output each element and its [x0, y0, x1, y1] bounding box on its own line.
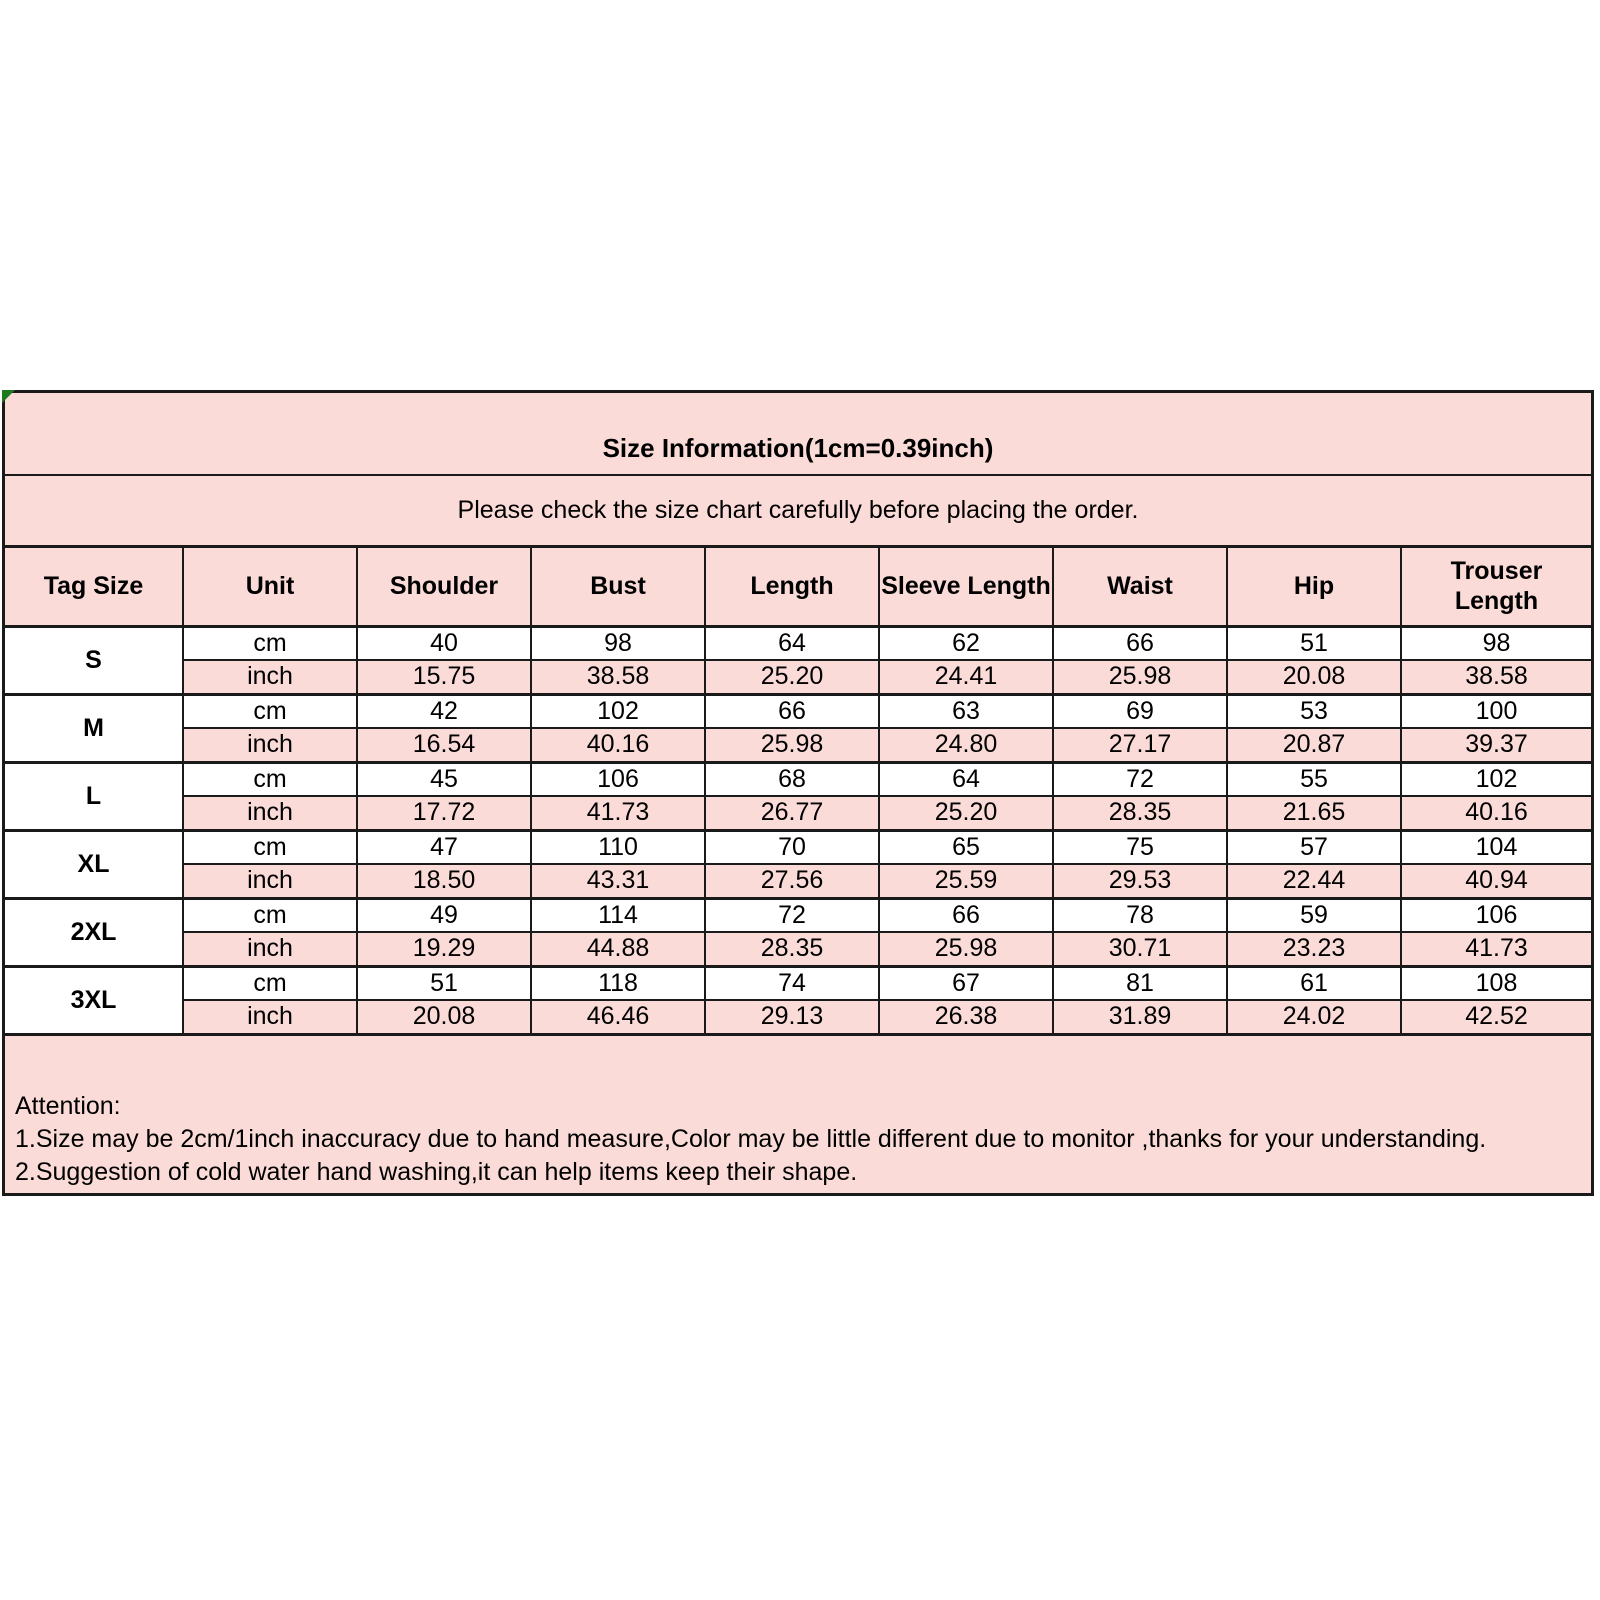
column-header-unit: [183, 548, 357, 626]
column-header-waist: [1053, 548, 1227, 626]
measurement-cell: 44.88: [531, 932, 705, 966]
size-row-m-cm: [5, 694, 1591, 728]
measurement-cell: 26.38: [879, 1000, 1053, 1034]
measurement-cell: 41.73: [531, 796, 705, 830]
measurement-cell: 102: [531, 694, 705, 728]
measurement-cell: 40.94: [1401, 864, 1591, 898]
measurement-cell: 106: [531, 762, 705, 796]
column-header-bust: [531, 548, 705, 626]
measurement-cell: 72: [1053, 762, 1227, 796]
measurement-cell: 25.20: [705, 660, 879, 694]
measurement-cell: 20.87: [1227, 728, 1401, 762]
measurement-cell: 24.41: [879, 660, 1053, 694]
measurement-cell: 25.59: [879, 864, 1053, 898]
measurement-cell: 70: [705, 830, 879, 864]
attention-heading: Attention:: [15, 1091, 121, 1120]
unit-cell: cm: [183, 694, 357, 728]
measurement-cell: 38.58: [531, 660, 705, 694]
measurement-cell: 24.02: [1227, 1000, 1401, 1034]
size-row-l-inch: [5, 796, 1591, 830]
measurement-cell: 98: [1401, 626, 1591, 660]
measurement-cell: 62: [879, 626, 1053, 660]
measurement-cell: 40.16: [1401, 796, 1591, 830]
measurement-cell: 19.29: [357, 932, 531, 966]
unit-cell: inch: [183, 660, 357, 694]
measurement-cell: 100: [1401, 694, 1591, 728]
size-row-s-inch: [5, 660, 1591, 694]
green-corner-marker: [2, 390, 15, 403]
column-header-tag-size: [5, 548, 183, 626]
column-header-sleeve-length: [879, 548, 1053, 626]
attention-section: [5, 1036, 1591, 1194]
size-row-3xl-cm: [5, 966, 1591, 1000]
column-header-label: Hip: [1293, 571, 1335, 600]
unit-cell: inch: [183, 728, 357, 762]
measurement-cell: 26.77: [705, 796, 879, 830]
size-row-2xl-inch: [5, 932, 1591, 966]
measurement-cell: 104: [1401, 830, 1591, 864]
measurement-cell: 29.53: [1053, 864, 1227, 898]
measurement-cell: 25.98: [1053, 660, 1227, 694]
measurement-cell: 61: [1227, 966, 1401, 1000]
tag-size-cell: S: [5, 626, 183, 694]
measurement-cell: 25.98: [705, 728, 879, 762]
measurement-cell: 57: [1227, 830, 1401, 864]
measurement-cell: 29.13: [705, 1000, 879, 1034]
column-header-label: Shoulder: [389, 571, 499, 600]
measurement-cell: 40.16: [531, 728, 705, 762]
measurement-cell: 25.20: [879, 796, 1053, 830]
measurement-cell: 63: [879, 694, 1053, 728]
size-chart-notice: Please check the size chart carefully before placing the order.: [5, 476, 1591, 548]
unit-cell: inch: [183, 796, 357, 830]
measurement-cell: 51: [357, 966, 531, 1000]
size-row-3xl-inch: [5, 1000, 1591, 1034]
unit-cell: inch: [183, 864, 357, 898]
measurement-cell: 18.50: [357, 864, 531, 898]
measurement-cell: 28.35: [1053, 796, 1227, 830]
measurement-cell: 42.52: [1401, 1000, 1591, 1034]
measurement-cell: 47: [357, 830, 531, 864]
column-header-label: Unit: [245, 571, 295, 600]
measurement-cell: 51: [1227, 626, 1401, 660]
measurement-cell: 16.54: [357, 728, 531, 762]
measurement-cell: 40: [357, 626, 531, 660]
measurement-cell: 17.72: [357, 796, 531, 830]
tag-size-cell: M: [5, 694, 183, 762]
measurement-cell: 27.56: [705, 864, 879, 898]
size-row-m-inch: [5, 728, 1591, 762]
measurement-cell: 25.98: [879, 932, 1053, 966]
measurement-cell: 20.08: [357, 1000, 531, 1034]
unit-cell: cm: [183, 898, 357, 932]
size-row-s-cm: [5, 626, 1591, 660]
column-header-length: [705, 548, 879, 626]
measurement-cell: 49: [357, 898, 531, 932]
measurement-cell: 42: [357, 694, 531, 728]
column-header-label: Length: [750, 571, 834, 600]
measurement-cell: 64: [705, 626, 879, 660]
measurement-cell: 74: [705, 966, 879, 1000]
measurement-cell: 38.58: [1401, 660, 1591, 694]
unit-cell: cm: [183, 762, 357, 796]
column-header-label: Trouser Length: [1450, 557, 1543, 616]
measurement-cell: 22.44: [1227, 864, 1401, 898]
column-header-label: Sleeve Length: [881, 571, 1051, 600]
size-row-l-cm: [5, 762, 1591, 796]
size-table-header-row: [5, 548, 1591, 626]
unit-cell: inch: [183, 1000, 357, 1034]
measurement-cell: 102: [1401, 762, 1591, 796]
measurement-cell: 53: [1227, 694, 1401, 728]
measurement-cell: 55: [1227, 762, 1401, 796]
measurement-cell: 75: [1053, 830, 1227, 864]
measurement-cell: 78: [1053, 898, 1227, 932]
size-table: [5, 548, 1591, 1036]
measurement-cell: 39.37: [1401, 728, 1591, 762]
attention-note-2: 2.Suggestion of cold water hand washing,it can help items keep their shape.: [15, 1157, 858, 1186]
measurement-cell: 45: [357, 762, 531, 796]
measurement-cell: 110: [531, 830, 705, 864]
measurement-cell: 43.31: [531, 864, 705, 898]
size-info-title: Size Information(1cm=0.39inch): [5, 393, 1591, 476]
unit-cell: cm: [183, 830, 357, 864]
column-header-label: Waist: [1107, 571, 1173, 600]
measurement-cell: 65: [879, 830, 1053, 864]
measurement-cell: 20.08: [1227, 660, 1401, 694]
measurement-cell: 64: [879, 762, 1053, 796]
measurement-cell: 69: [1053, 694, 1227, 728]
column-header-hip: [1227, 548, 1401, 626]
measurement-cell: 41.73: [1401, 932, 1591, 966]
column-header-label: Tag Size: [43, 571, 144, 600]
measurement-cell: 59: [1227, 898, 1401, 932]
column-header-shoulder: [357, 548, 531, 626]
measurement-cell: 108: [1401, 966, 1591, 1000]
size-chart-sheet: [2, 390, 1594, 1196]
tag-size-cell: 2XL: [5, 898, 183, 966]
size-row-xl-inch: [5, 864, 1591, 898]
measurement-cell: 31.89: [1053, 1000, 1227, 1034]
tag-size-cell: 3XL: [5, 966, 183, 1034]
unit-cell: inch: [183, 932, 357, 966]
measurement-cell: 66: [879, 898, 1053, 932]
tag-size-cell: L: [5, 762, 183, 830]
measurement-cell: 98: [531, 626, 705, 660]
unit-cell: cm: [183, 626, 357, 660]
measurement-cell: 66: [705, 694, 879, 728]
measurement-cell: 81: [1053, 966, 1227, 1000]
measurement-cell: 24.80: [879, 728, 1053, 762]
measurement-cell: 118: [531, 966, 705, 1000]
column-header-trouser-length: [1401, 548, 1591, 626]
tag-size-cell: XL: [5, 830, 183, 898]
measurement-cell: 23.23: [1227, 932, 1401, 966]
measurement-cell: 27.17: [1053, 728, 1227, 762]
unit-cell: cm: [183, 966, 357, 1000]
measurement-cell: 30.71: [1053, 932, 1227, 966]
measurement-cell: 114: [531, 898, 705, 932]
size-row-2xl-cm: [5, 898, 1591, 932]
measurement-cell: 46.46: [531, 1000, 705, 1034]
measurement-cell: 67: [879, 966, 1053, 1000]
attention-note-1: 1.Size may be 2cm/1inch inaccuracy due to hand measure,Color may be little different due to monitor ,thanks for your understanding.: [15, 1124, 1487, 1153]
measurement-cell: 28.35: [705, 932, 879, 966]
size-row-xl-cm: [5, 830, 1591, 864]
measurement-cell: 106: [1401, 898, 1591, 932]
measurement-cell: 21.65: [1227, 796, 1401, 830]
measurement-cell: 68: [705, 762, 879, 796]
column-header-label: Bust: [590, 571, 646, 600]
measurement-cell: 15.75: [357, 660, 531, 694]
measurement-cell: 66: [1053, 626, 1227, 660]
measurement-cell: 72: [705, 898, 879, 932]
